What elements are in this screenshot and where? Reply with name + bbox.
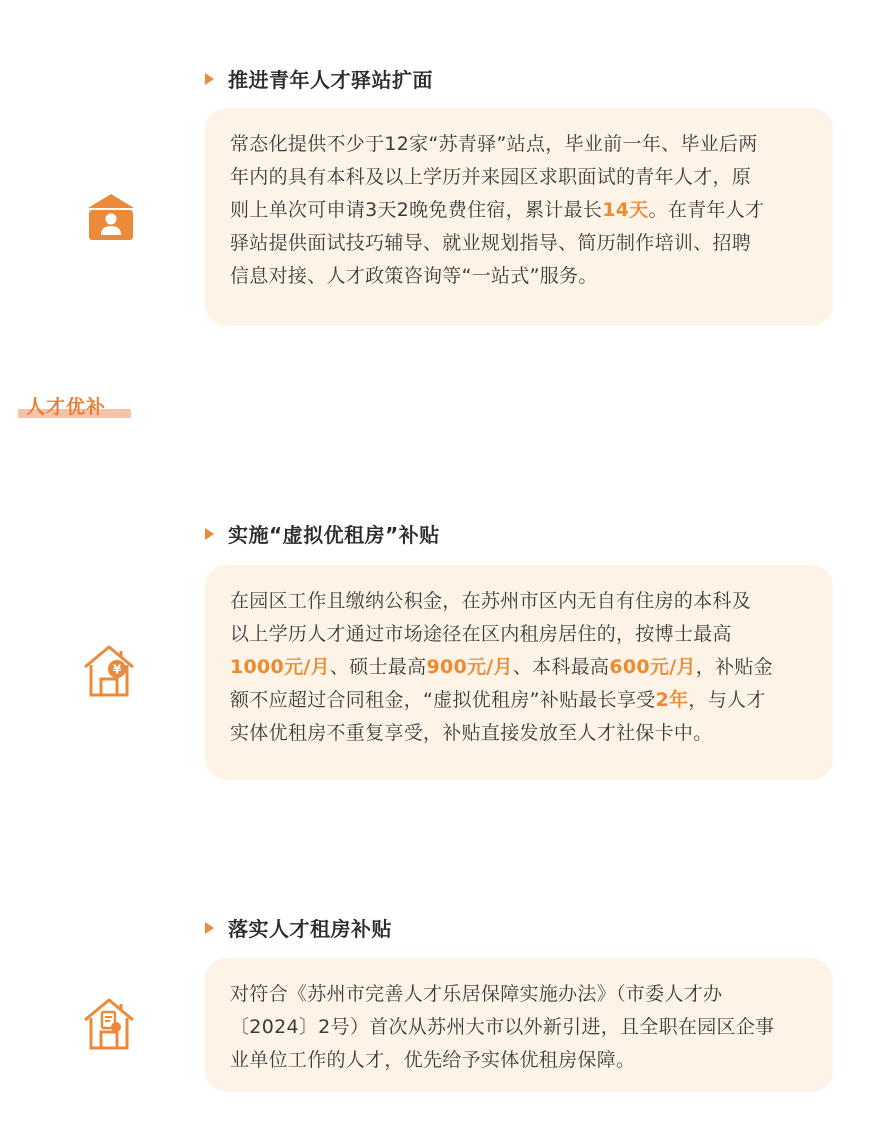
heading-talent-rent xyxy=(205,913,392,942)
highlight-value: 2年 xyxy=(655,689,689,711)
card-text: 常态化提供不少于12家“苏青驿”站点，毕业前一年、毕业后两 年内的具有本科及以上学历并来园区求职面试的青年人才，原 则上单次可申请3天2晚免费住宿，累计最长14天。在青年人才 驿站提供面试技巧辅导、就业规划指导、简历制作培训、招聘 信息对接、人才政策咨询等“一站式”服务。 xyxy=(230,133,765,287)
arrow-icon xyxy=(205,73,214,85)
heading-text: 推进青年人才驿站扩面 xyxy=(228,68,433,92)
heading-youth-station xyxy=(205,64,433,93)
house-document-icon xyxy=(81,996,141,1054)
section-title xyxy=(18,392,131,420)
section-title-text: 人才优补 xyxy=(26,396,107,418)
arrow-icon xyxy=(205,922,214,934)
card-youth-station xyxy=(205,108,833,326)
arrow-icon xyxy=(205,528,214,540)
heading-text: 落实人才租房补贴 xyxy=(228,917,392,941)
highlight-value: 600元/月 xyxy=(609,656,696,678)
card-text: 对符合《苏州市完善人才乐居保障实施办法》（市委人才办 〔2024〕2号）首次从苏州大市以外新引进，且全职在园区企事 业单位工作的人才，优先给予实体优租房保障。 xyxy=(230,983,775,1071)
highlight-value: 14天 xyxy=(602,199,649,221)
house-yuan-icon xyxy=(81,643,141,701)
hostel-person-icon xyxy=(83,190,143,248)
heading-text: 实施“虚拟优租房”补贴 xyxy=(228,523,440,547)
card-talent-rent xyxy=(205,958,833,1092)
svg-text:¥: ¥ xyxy=(112,662,122,677)
card-text: 在园区工作且缴纳公积金，在苏州市区内无自有住房的本科及 以上学历人才通过市场途径在区内租房居住的，按博士最高 1000元/月、硕士最高900元/月、本科最高600元/月，补贴金 额不应超过合同租金，“虚拟优租房”补贴最长享受2年，与人才 实体优租房不重复享受，补贴直接发放至人才社保卡中。 xyxy=(230,590,773,744)
card-virtual-rental xyxy=(205,565,833,780)
highlight-value: 900元/月 xyxy=(426,656,513,678)
heading-virtual-rental xyxy=(205,519,440,548)
highlight-value: 1000元/月 xyxy=(230,656,330,678)
